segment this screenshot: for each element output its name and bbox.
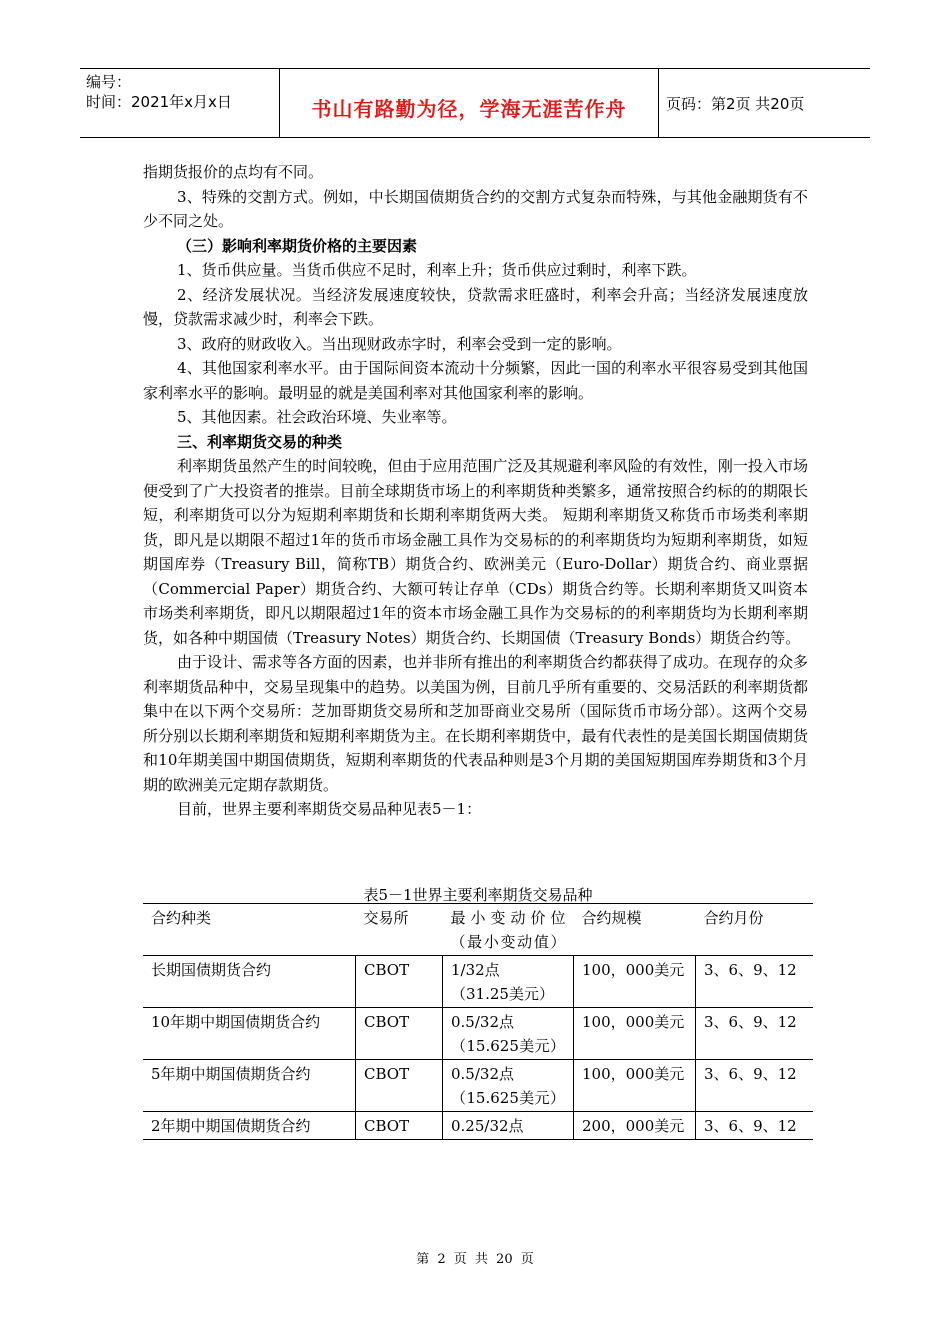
table-cell: 5年期中期国债期货合约	[143, 1060, 356, 1112]
table-cell: 2年期中期国债期货合约	[143, 1112, 356, 1140]
table-row	[143, 1008, 813, 1060]
tick-size: 0.25/32点	[451, 1117, 524, 1135]
paragraph-4: 2、经济发展状况。当经济发展速度较快，贷款需求旺盛时，利率会升高；当经济发展速度放慢，贷款需求减少时，利率会下跌。	[143, 285, 808, 328]
table-header-cell: 最小变动价位（最小变动值）	[443, 904, 574, 956]
page-footer: 第 2 页 共 20 页	[416, 1252, 534, 1267]
paragraph-6: 4、其他国家利率水平。由于国际间资本流动十分频繁，因此一国的利率水平很容易受到其他国家利率水平的影响。最明显的就是美国利率对其他国家利率的影响。	[143, 359, 808, 402]
tick-value: （15.625美元）	[451, 1089, 565, 1107]
table-cell: 100，000美元	[574, 1060, 696, 1112]
header-motto: 书山有路勤为径，学海无涯苦作舟	[311, 97, 627, 121]
header-left	[86, 72, 232, 112]
table-cell: 长期国债期货合约	[143, 956, 356, 1008]
table-caption: 表5－1世界主要利率期货交易品种	[363, 886, 593, 904]
table-cell: 200，000美元	[574, 1112, 696, 1140]
section-heading-types: 三、利率期货交易的种类	[177, 432, 343, 451]
paragraph-8: 利率期货虽然产生的时间较晚，但由于应用范围广泛及其规避利率风险的有效性，刚一投入市场便受到了广大投资者的推崇。目前全球期货市场上的利率期货种类繁多，通常按照合约标的的期限长短，利率期货可以分为短期利率期货和长期利率期货两大类。 短期利率期货又称货币市场类利率期货，即凡是以期限不超过1年的货币市场金融工具作为交易标的的利率期货均为短期利率期货，如短期国库券（Treasury Bill，简称TB）期货合约、欧洲美元（Euro-Dollar）期货合约、商业票据（Commercial Paper）期货合约、大额可转让存单（CDs）期货合约等。长期利率期货又叫资本市场类利率期货，即凡以期限超过1年的资本市场金融工具作为交易标的的利率期货均为长期利率期货，如各种中期国债（Treasury Notes）期货合约、长期国债（Treasury Bonds）期货合约等。	[143, 457, 808, 647]
table-header-cell: 交易所	[356, 904, 443, 956]
table-cell: CBOT	[356, 956, 443, 1008]
table-cell: 3、6、9、12	[696, 1060, 814, 1112]
paragraph-3: 1、货币供应量。当货币供应不足时，利率上升；货币供应过剩时，利率下跌。	[177, 261, 697, 279]
paragraph-5: 3、政府的财政收入。当出现财政赤字时，利率会受到一定的影响。	[177, 334, 622, 353]
table-row	[143, 956, 813, 1008]
header-motto-cell	[279, 69, 659, 137]
table-cell: 100，000美元	[574, 956, 696, 1008]
header-page-info: 页码：第2页 共20页	[666, 95, 805, 113]
tick-size: 0.5/32点	[451, 1013, 514, 1031]
table-header-cell: 合约月份	[696, 904, 814, 956]
table-cell: 3、6、9、12	[696, 956, 814, 1008]
paragraph-10: 目前，世界主要利率期货交易品种见表5－1：	[177, 800, 482, 818]
table-row	[143, 1060, 813, 1112]
paragraph-2: 3、特殊的交割方式。例如，中长期国债期货合约的交割方式复杂而特殊，与其他金融期货有不少不同之处。	[143, 187, 808, 230]
header-number-label: 编号：	[86, 73, 132, 91]
table-header-cell: 合约种类	[143, 904, 356, 956]
tick-size: 1/32点	[451, 961, 500, 979]
tick-value: （31.25美元）	[451, 985, 554, 1003]
table-cell: 3、6、9、12	[696, 1008, 814, 1060]
tick-size: 0.5/32点	[451, 1065, 514, 1083]
tick-value: （15.625美元）	[451, 1037, 565, 1055]
table-header-row	[143, 904, 813, 956]
table-cell	[443, 1112, 574, 1140]
futures-table	[143, 903, 813, 1140]
table-cell	[443, 956, 574, 1008]
table-cell: CBOT	[356, 1008, 443, 1060]
table-cell: 100，000美元	[574, 1008, 696, 1060]
paragraph-7: 5、其他因素。社会政治环境、失业率等。	[177, 408, 457, 426]
table-cell: 10年期中期国债期货合约	[143, 1008, 356, 1060]
table-row	[143, 1112, 813, 1140]
paragraph-1: 指期货报价的点均有不同。	[143, 163, 324, 181]
header-date: 时间：2021年x月x日	[86, 93, 232, 111]
table-cell	[443, 1008, 574, 1060]
table-cell: CBOT	[356, 1112, 443, 1140]
table-cell: CBOT	[356, 1060, 443, 1112]
page-header	[80, 68, 870, 138]
section-heading-factors: （三）影响利率期货价格的主要因素	[177, 236, 418, 255]
document-body	[143, 160, 808, 822]
paragraph-9: 由于设计、需求等各方面的因素，也并非所有推出的利率期货合约都获得了成功。在现存的众多利率期货品种中，交易呈现集中的趋势。以美国为例，目前几乎所有重要的、交易活跃的利率期货都集中在以下两个交易所：芝加哥期货交易所和芝加哥商业交易所（国际货币市场分部）。这两个交易所分别以长期利率期货和短期利率期货为主。在长期利率期货中，最有代表性的是美国长期国债期货和10年期美国中期国债期货，短期利率期货的代表品种则是3个月期的美国短期国库券期货和3个月期的欧洲美元定期存款期货。	[143, 653, 808, 794]
table-header-cell: 合约规模	[574, 904, 696, 956]
table-cell	[443, 1060, 574, 1112]
table-cell: 3、6、9、12	[696, 1112, 814, 1140]
